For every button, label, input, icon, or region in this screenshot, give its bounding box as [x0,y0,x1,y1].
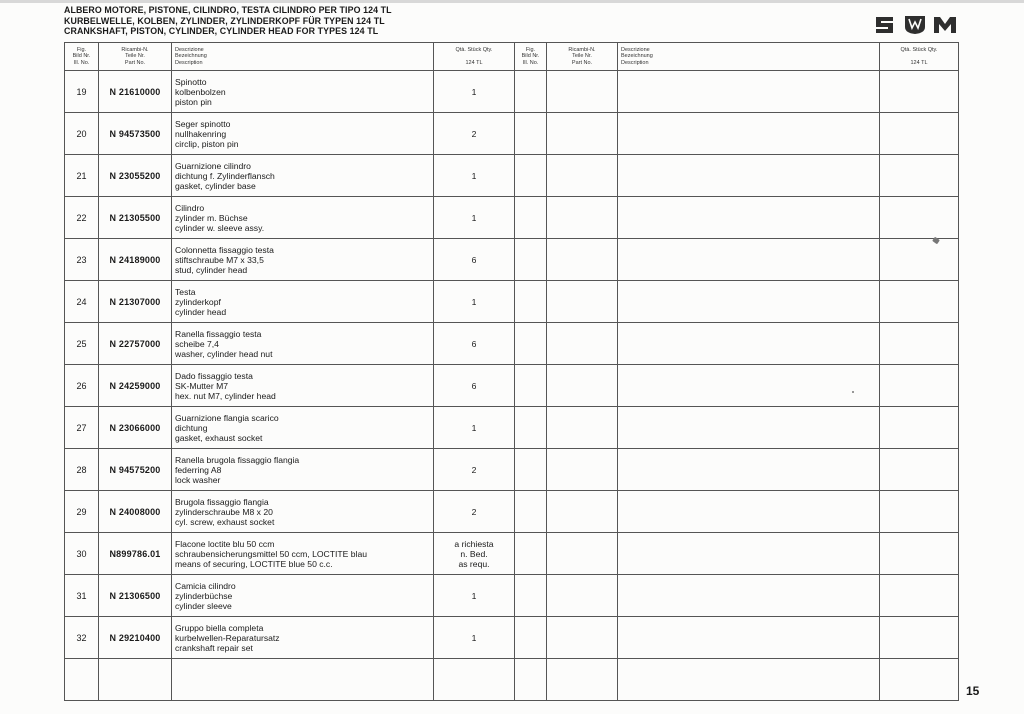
quantity-line: 1 [471,86,477,97]
quantity-line: 1 [471,212,477,223]
empty-cell [880,155,959,197]
empty-cell [547,533,618,575]
empty-cell [547,575,618,617]
cell-fig-number: 24 [65,281,99,323]
cell-quantity [434,239,515,281]
cell-part-number: N 94573500 [99,113,172,155]
empty-cell [547,491,618,533]
col-header-quantity: Qtà. Stück Qty. 124 TL [880,43,959,71]
description-line: lock washer [175,474,221,485]
empty-cell [618,617,880,659]
cell-quantity [434,491,515,533]
cell-fig-number: 26 [65,365,99,407]
empty-cell [618,575,880,617]
empty-cell [618,155,880,197]
empty-cell [547,113,618,155]
col-header-part-no: Ricambi-N. Teile Nr. Part No. [547,43,618,71]
description-line: Guarnizione flangia scarico [175,412,279,423]
cell-fig-number [65,659,99,701]
cell-description [172,239,434,281]
cell-quantity [434,281,515,323]
cell-quantity [434,323,515,365]
table-row [65,239,515,281]
cell-fig-number: 19 [65,71,99,113]
empty-cell [515,71,547,113]
cell-description [172,113,434,155]
empty-cell [880,449,959,491]
empty-cell [547,281,618,323]
cell-quantity [434,71,515,113]
description-line: Cilindro [175,202,205,213]
table-row-empty [515,239,959,281]
empty-cell [880,491,959,533]
parts-table-left [64,42,515,701]
table-row-empty [515,155,959,197]
description-line: Colonnetta fissaggio testa [175,244,274,255]
description-line: Seger spinotto [175,118,231,129]
cell-description [172,659,434,701]
empty-cell [515,449,547,491]
empty-cell [618,533,880,575]
cell-description [172,491,434,533]
table-row [65,407,515,449]
cell-part-number: N 23055200 [99,155,172,197]
col-header-quantity: Qtà. Stück Qty. 124 TL [434,43,515,71]
cell-part-number: N 29210400 [99,617,172,659]
cell-description [172,155,434,197]
empty-cell [880,659,959,701]
cell-quantity [434,197,515,239]
cell-fig-number: 21 [65,155,99,197]
description-line: washer, cylinder head nut [175,348,273,359]
quantity-line: 1 [471,170,477,181]
quantity-line: 2 [471,506,477,517]
cell-part-number: N 24189000 [99,239,172,281]
empty-cell [618,323,880,365]
cell-quantity [434,407,515,449]
table-row-empty [515,491,959,533]
empty-cell [515,155,547,197]
cell-fig-number: 28 [65,449,99,491]
table-row [65,323,515,365]
table-row-empty [515,575,959,617]
description-line: Flacone loctite blu 50 ccm [175,538,275,549]
cell-description [172,617,434,659]
description-line: kurbelwellen-Reparatursatz [175,632,280,643]
table-row-empty [515,365,959,407]
description-line: Guarnizione cilindro [175,160,251,171]
description-line: zylinderbüchse [175,590,233,601]
title-german: KURBELWELLE, KOLBEN, ZYLINDER, ZYLINDERKOPF FÜR TYPEN 124 TL [64,15,385,27]
description-line: zylinder m. Büchse [175,212,248,223]
description-line: stiftschraube M7 x 33,5 [175,254,264,265]
description-line: Testa [175,286,196,297]
empty-cell [515,491,547,533]
cell-fig-number: 31 [65,575,99,617]
cell-description [172,197,434,239]
quantity-line: 1 [471,296,477,307]
table-row-empty [515,617,959,659]
title-italian: ALBERO MOTORE, PISTONE, CILINDRO, TESTA CILINDRO PER TIPO 124 TL [64,5,392,16]
cell-quantity [434,113,515,155]
quantity-line: 6 [471,338,477,349]
description-line: kolbenbolzen [175,86,226,97]
empty-cell [618,491,880,533]
description-line: means of securing, LOCTITE blue 50 c.c. [175,558,333,569]
table-row [65,281,515,323]
description-line: Ranella fissaggio testa [175,328,262,339]
table-row [65,575,515,617]
empty-cell [515,533,547,575]
empty-cell [880,197,959,239]
empty-cell [880,617,959,659]
cell-part-number: N 24008000 [99,491,172,533]
description-line: zylinderkopf [175,296,221,307]
empty-cell [515,197,547,239]
description-line: Spinotto [175,76,207,87]
cell-description [172,323,434,365]
empty-cell [618,659,880,701]
table-row [65,533,515,575]
table-row-empty [515,323,959,365]
empty-cell [880,365,959,407]
empty-cell [618,365,880,407]
quantity-line: 6 [471,254,477,265]
swm-logo [874,13,964,35]
table-row-empty [515,407,959,449]
cell-fig-number: 22 [65,197,99,239]
empty-cell [618,449,880,491]
description-line: cylinder sleeve [175,600,232,611]
cell-part-number: N 21610000 [99,71,172,113]
table-row [65,659,515,701]
scan-edge [0,0,1024,3]
cell-part-number: N 94575200 [99,449,172,491]
empty-cell [515,365,547,407]
description-line: crankshaft repair set [175,642,253,653]
cell-quantity [434,365,515,407]
description-line: gasket, cylinder base [175,180,256,191]
description-line: Brugola fissaggio flangia [175,496,269,507]
quantity-line: 2 [471,128,477,139]
description-line: circlip, piston pin [175,138,239,149]
empty-cell [880,533,959,575]
cell-fig-number: 29 [65,491,99,533]
cell-part-number: N 21307000 [99,281,172,323]
description-line: stud, cylinder head [175,264,248,275]
empty-cell [547,617,618,659]
description-line: zylinderschraube M8 x 20 [175,506,273,517]
empty-cell [547,365,618,407]
empty-cell [880,113,959,155]
cell-quantity [434,533,515,575]
cell-description [172,281,434,323]
empty-cell [547,239,618,281]
table-row [65,491,515,533]
cell-description [172,533,434,575]
cell-description [172,449,434,491]
table-row [65,155,515,197]
page-title-block [64,6,392,38]
col-header-description: Descrizione Bezeichnung Description [618,43,880,71]
description-line: dichtung [175,422,208,433]
cell-quantity [434,617,515,659]
quantity-line: as requ. [458,558,490,569]
quantity-line: 2 [471,464,477,475]
empty-cell [547,407,618,449]
col-header-description: Descrizione Bezeichnung Description [172,43,434,71]
table-header-row [65,43,515,71]
cell-quantity [434,659,515,701]
description-line: schraubensicherungsmittel 50 ccm, LOCTITE blau [175,548,368,559]
description-line: federring A8 [175,464,222,475]
table-row [65,617,515,659]
description-line: Gruppo biella completa [175,622,264,633]
cell-fig-number: 32 [65,617,99,659]
page-number: 15 [966,684,980,698]
empty-cell [515,239,547,281]
col-header-part-no: Ricambi-N. Teile Nr. Part No. [99,43,172,71]
description-line: Camicia cilindro [175,580,236,591]
table-row-empty [515,281,959,323]
description-line: SK-Mutter M7 [175,380,229,391]
table-row-empty [515,659,959,701]
table-row [65,365,515,407]
empty-cell [880,575,959,617]
quantity-line: 6 [471,380,477,391]
empty-cell [880,323,959,365]
cell-description [172,407,434,449]
empty-cell [618,197,880,239]
description-line: cylinder w. sleeve assy. [175,222,265,233]
table-row-empty [515,533,959,575]
empty-cell [880,239,959,281]
empty-cell [880,407,959,449]
empty-cell [515,407,547,449]
table-row [65,197,515,239]
description-line: nullhakenring [175,128,227,139]
table-row-empty [515,113,959,155]
empty-cell [880,281,959,323]
cell-quantity [434,155,515,197]
table-row [65,71,515,113]
quantity-line: 1 [471,632,477,643]
cell-fig-number: 25 [65,323,99,365]
cell-description [172,365,434,407]
table-row [65,113,515,155]
description-line: Ranella brugola fissaggio flangia [175,454,300,465]
empty-cell [618,239,880,281]
cell-fig-number: 27 [65,407,99,449]
swm-logo-mark [874,13,964,35]
cell-part-number: N899786.01 [99,533,172,575]
table-header-row [515,43,959,71]
cell-fig-number: 23 [65,239,99,281]
cell-fig-number: 20 [65,113,99,155]
quantity-line: a richiesta [454,538,494,549]
description-line: hex. nut M7, cylinder head [175,390,276,401]
empty-cell [547,659,618,701]
cell-description [172,71,434,113]
empty-cell [515,617,547,659]
empty-cell [547,197,618,239]
empty-cell [547,155,618,197]
quantity-line: 1 [471,590,477,601]
empty-cell [515,659,547,701]
cell-quantity [434,449,515,491]
description-line: cyl. screw, exhaust socket [175,516,275,527]
empty-cell [515,113,547,155]
description-line: cylinder head [175,306,227,317]
empty-cell [618,407,880,449]
quantity-line: n. Bed. [460,548,488,559]
title-english: CRANKSHAFT, PISTON, CYLINDER, CYLINDER HEAD FOR TYPES 124 TL [64,26,379,37]
empty-cell [618,281,880,323]
quantity-line: 1 [471,422,477,433]
col-header-fig: Fig. Bild Nr. Ill. No. [65,43,99,71]
empty-cell [515,323,547,365]
table-row-empty [515,71,959,113]
cell-fig-number: 30 [65,533,99,575]
cell-part-number: N 21305500 [99,197,172,239]
description-line: gasket, exhaust socket [175,432,263,443]
scan-speck [852,391,854,393]
cell-part-number: N 22757000 [99,323,172,365]
description-line: dichtung f. Zylinderflansch [175,170,275,181]
cell-part-number: N 21306500 [99,575,172,617]
empty-cell [515,575,547,617]
cell-description [172,575,434,617]
empty-cell [547,449,618,491]
cell-part-number: N 24259000 [99,365,172,407]
empty-cell [880,71,959,113]
description-line: scheibe 7,4 [175,338,219,349]
table-row [65,449,515,491]
empty-cell [547,71,618,113]
empty-cell [515,281,547,323]
description-line: piston pin [175,96,212,107]
parts-table-right [514,42,959,701]
table-row-empty [515,197,959,239]
cell-part-number [99,659,172,701]
empty-cell [618,113,880,155]
cell-part-number: N 23066000 [99,407,172,449]
empty-cell [547,323,618,365]
cell-quantity [434,575,515,617]
description-line: Dado fissaggio testa [175,370,253,381]
table-row-empty [515,449,959,491]
col-header-fig: Fig. Bild Nr. Ill. No. [515,43,547,71]
empty-cell [618,71,880,113]
